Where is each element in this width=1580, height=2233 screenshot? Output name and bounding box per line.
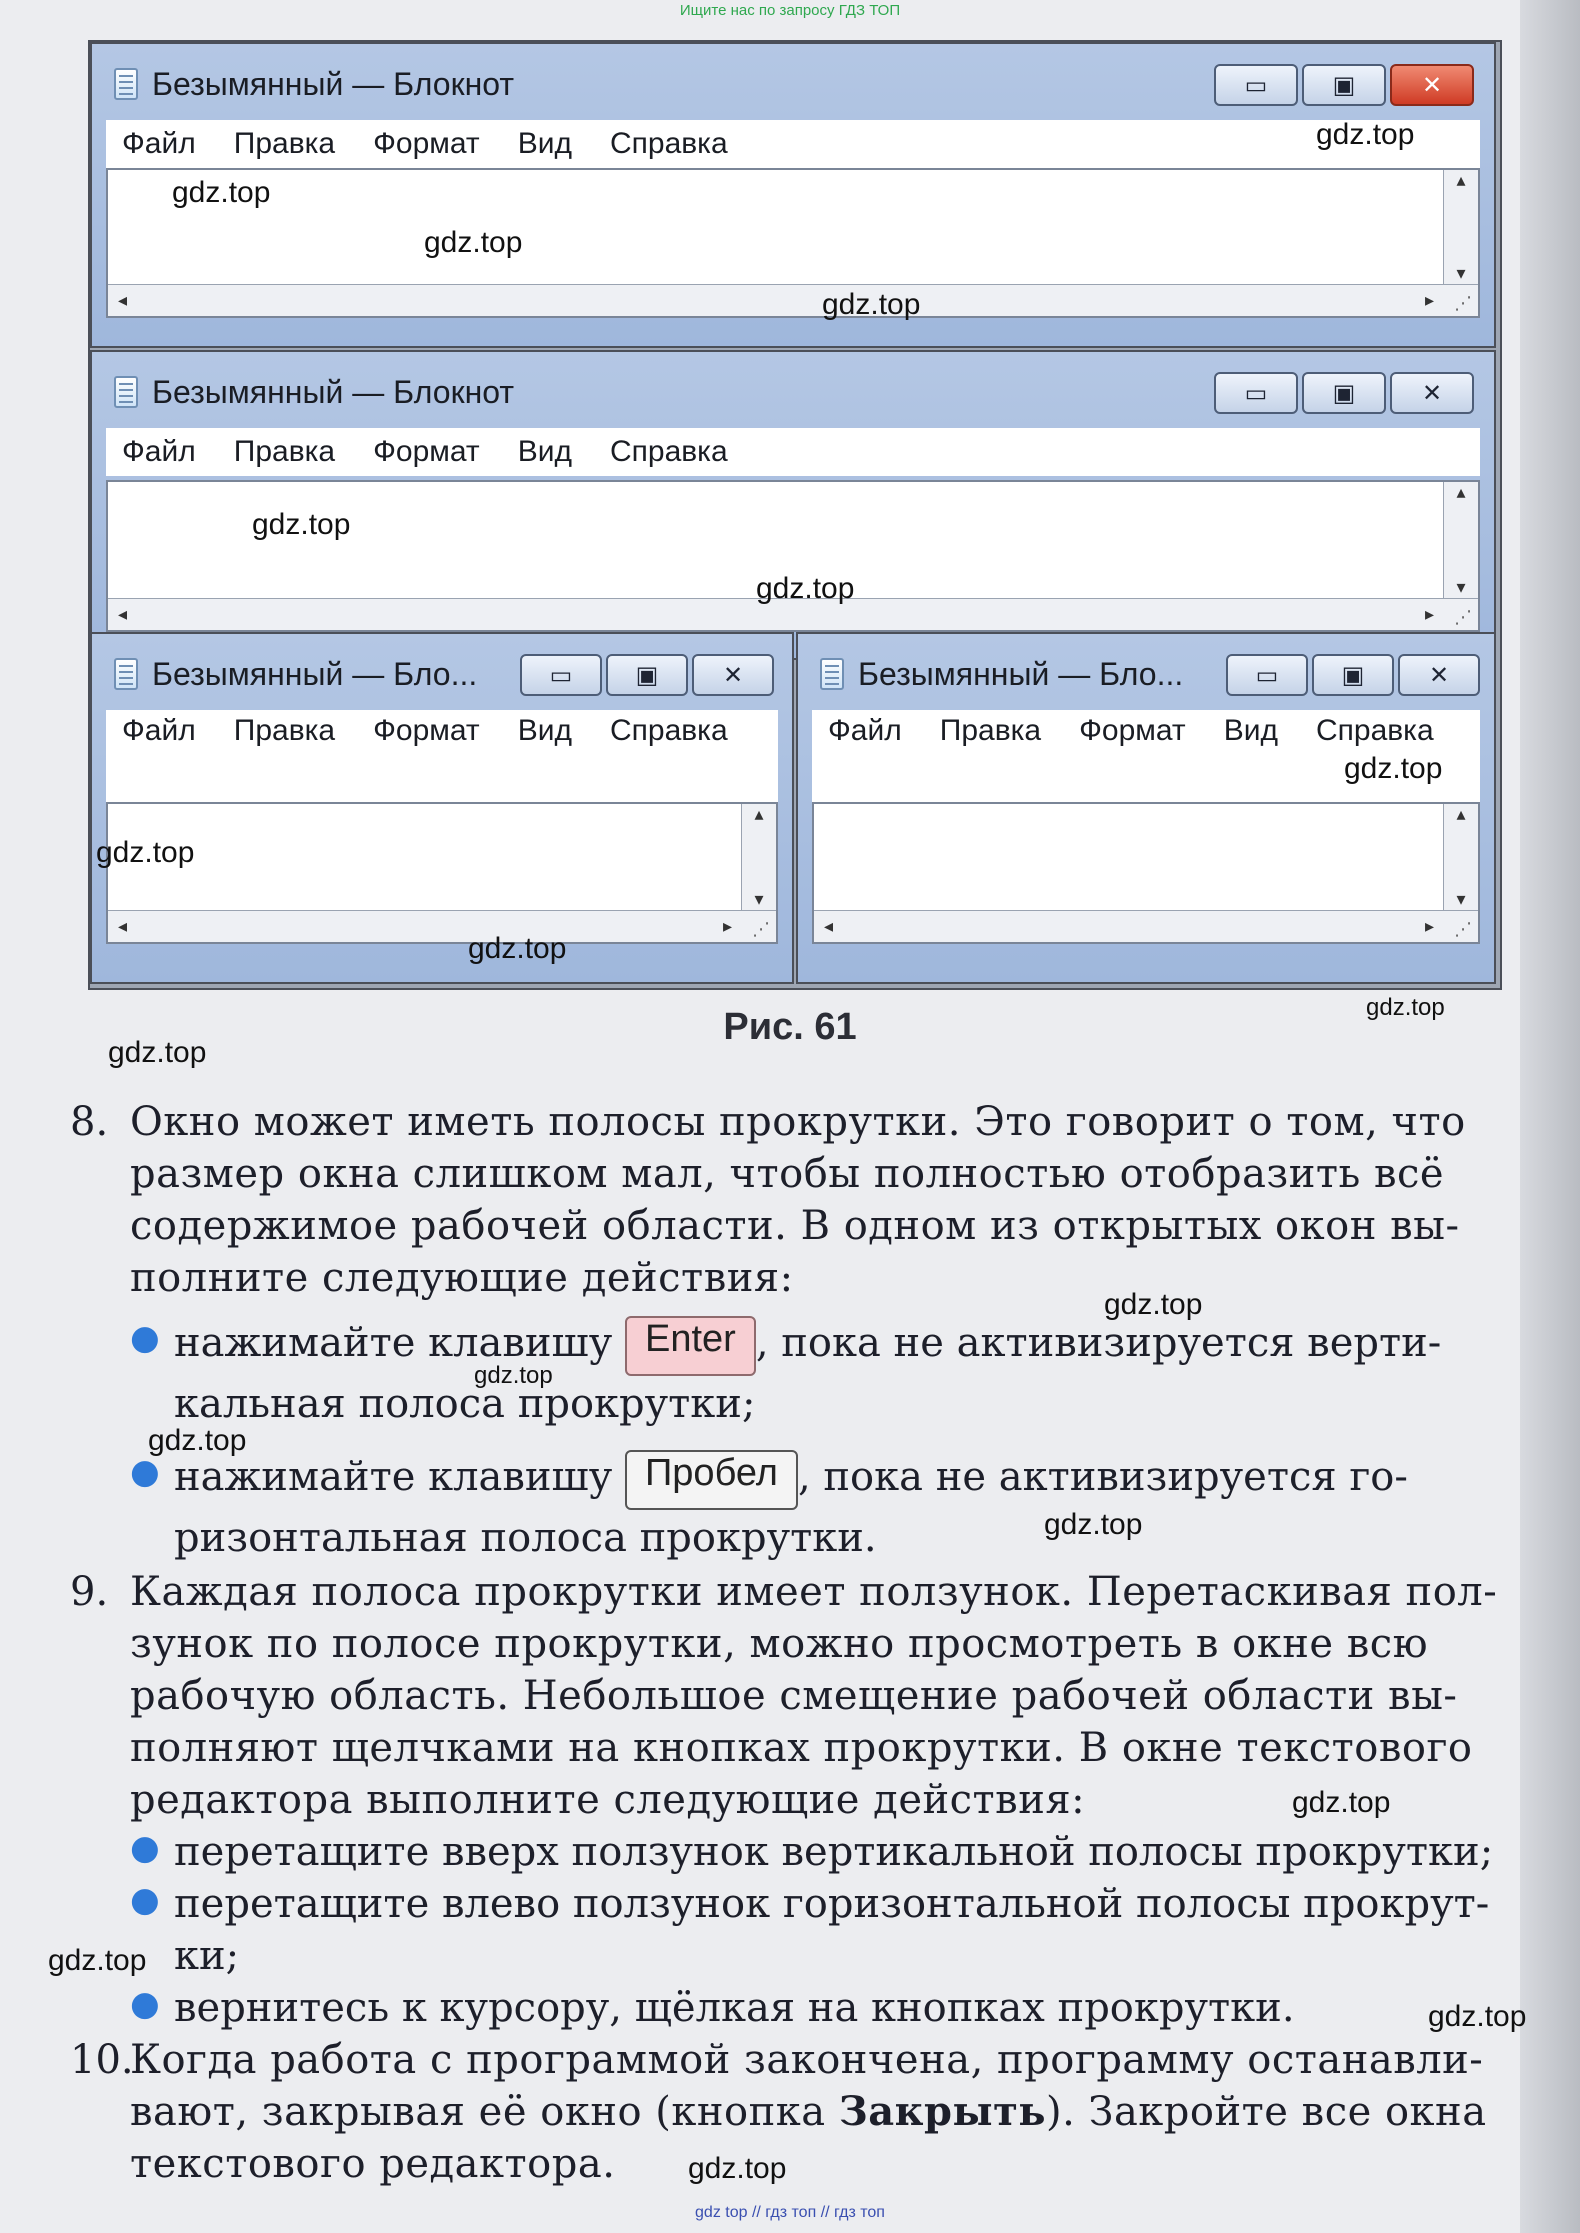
menu-edit[interactable]: Правка <box>233 127 336 160</box>
scroll-down-icon[interactable]: ▾ <box>1456 889 1466 910</box>
menu-file[interactable]: Файл <box>122 435 196 468</box>
header-note: Ищите нас по запросу ГДЗ ТОП <box>679 2 901 19</box>
notepad-window-4 <box>796 632 1496 984</box>
window-title: Безымянный — Блокнот <box>114 64 514 104</box>
scroll-right-icon[interactable]: ▸ <box>1424 290 1434 311</box>
watermark: gdz.top <box>1104 1288 1203 1321</box>
window-controls <box>1214 372 1474 414</box>
scroll-left-icon[interactable]: ◂ <box>824 916 834 937</box>
item-8-text: Окно может иметь полосы прокрутки. Это говорит о том, что размер окна слишком мал, чтобы полностью отобразить всё содержимое рабочей области. В одном из открытых окон вы- полните следующие действия: <box>130 1099 1466 1301</box>
bullet-icon: ● <box>130 1452 160 1492</box>
close-button[interactable]: ✕ <box>1390 64 1474 106</box>
close-button[interactable]: ✕ <box>692 654 774 696</box>
notepad-icon <box>114 658 138 690</box>
menu-view[interactable]: Вид <box>1223 714 1278 747</box>
item-9-bullet-1: перетащите вверх ползунок вертикальной полосы прокрутки; <box>174 1829 1494 1875</box>
watermark: gdz.top <box>252 508 351 541</box>
watermark: gdz.top <box>1316 118 1415 151</box>
menu-format[interactable]: Формат <box>373 435 480 468</box>
notepad-icon <box>114 376 138 408</box>
scroll-down-icon[interactable]: ▾ <box>1456 577 1466 598</box>
vertical-scrollbar[interactable] <box>741 804 776 910</box>
notepad-window-2 <box>90 350 1496 660</box>
maximize-button[interactable]: ▣ <box>1302 64 1386 106</box>
window-controls <box>1226 654 1480 696</box>
menu-view[interactable]: Вид <box>517 435 572 468</box>
scroll-right-icon[interactable]: ▸ <box>1424 916 1434 937</box>
menu-help[interactable]: Справка <box>609 435 728 468</box>
menu-bar <box>106 710 778 804</box>
menu-bar <box>106 428 1480 476</box>
watermark: gdz.top <box>1428 2000 1527 2033</box>
close-button[interactable]: ✕ <box>1398 654 1480 696</box>
text-area[interactable] <box>106 802 778 944</box>
menu-view[interactable]: Вид <box>517 714 572 747</box>
window-title: Безымянный — Блокнот <box>114 372 514 412</box>
menu-bar <box>106 120 1480 168</box>
text-area[interactable] <box>106 168 1480 318</box>
watermark: gdz.top <box>148 1424 247 1457</box>
bullet-icon: ● <box>130 1880 160 1920</box>
vertical-scrollbar[interactable] <box>1443 804 1478 910</box>
maximize-button[interactable]: ▣ <box>1302 372 1386 414</box>
item-10-text: Когда работа с программой закончена, программу останавли- вают, закрывая её окно (кнопка Закрыть). Закройте все окна текстового редактора. <box>130 2037 1487 2187</box>
minimize-button[interactable]: ▭ <box>1214 372 1298 414</box>
item-number: 9. <box>70 1569 109 1615</box>
watermark: gdz.top <box>96 836 195 869</box>
watermark: gdz.top <box>474 1362 553 1389</box>
bullet-icon: ● <box>130 1984 160 2024</box>
menu-edit[interactable]: Правка <box>233 435 336 468</box>
minimize-button[interactable]: ▭ <box>1226 654 1308 696</box>
space-key: Пробел <box>625 1450 798 1510</box>
menu-edit[interactable]: Правка <box>939 714 1042 747</box>
menu-help[interactable]: Справка <box>609 714 728 747</box>
menu-format[interactable]: Формат <box>373 127 480 160</box>
watermark: gdz.top <box>1292 1786 1391 1819</box>
resize-grip-icon[interactable]: ⋰ <box>1454 607 1472 628</box>
resize-grip-icon[interactable]: ⋰ <box>1454 919 1472 940</box>
figure-caption: Рис. 61 <box>723 1006 857 1048</box>
vertical-scrollbar[interactable] <box>1443 170 1478 284</box>
scroll-left-icon[interactable]: ◂ <box>118 290 128 311</box>
menu-format[interactable]: Формат <box>1079 714 1186 747</box>
text-area[interactable] <box>106 480 1480 632</box>
menu-file[interactable]: Файл <box>122 127 196 160</box>
watermark: gdz.top <box>822 288 921 321</box>
item-9-bullet-2-cont: ки; <box>174 1933 240 1979</box>
watermark: gdz.top <box>108 1036 207 1069</box>
menu-view[interactable]: Вид <box>517 127 572 160</box>
notepad-window-3 <box>90 632 794 984</box>
close-button[interactable]: ✕ <box>1390 372 1474 414</box>
minimize-button[interactable]: ▭ <box>520 654 602 696</box>
resize-grip-icon[interactable]: ⋰ <box>1454 293 1472 314</box>
watermark: gdz.top <box>1366 994 1445 1021</box>
vertical-scrollbar[interactable] <box>1443 482 1478 598</box>
notepad-window-1 <box>90 42 1496 348</box>
watermark: gdz.top <box>48 1944 147 1977</box>
watermark: gdz.top <box>1344 752 1443 785</box>
menu-help[interactable]: Справка <box>1315 714 1434 747</box>
scroll-left-icon[interactable]: ◂ <box>118 604 128 625</box>
item-9-text: Каждая полоса прокрутки имеет ползунок. Перетаскивая пол- зунок по полосе прокрутки, можно просмотреть в окне всю рабочую область. Небольшое смещение рабочей области вы- полняют щелчками на кнопках прокрутки. В окне текстового редактора выполните следующие действия: <box>130 1569 1498 1823</box>
menu-file[interactable]: Файл <box>122 714 196 747</box>
scroll-down-icon[interactable]: ▾ <box>754 889 764 910</box>
maximize-button[interactable]: ▣ <box>606 654 688 696</box>
item-9-bullet-3: вернитесь к курсору, щёлкая на кнопках прокрутки. <box>174 1985 1295 2031</box>
text-area[interactable] <box>812 802 1480 944</box>
watermark: gdz.top <box>172 176 271 209</box>
watermark: gdz.top <box>468 932 567 965</box>
scroll-left-icon[interactable]: ◂ <box>118 916 128 937</box>
horizontal-scrollbar[interactable] <box>814 910 1478 942</box>
scroll-up-icon[interactable]: ▴ <box>754 804 764 825</box>
notepad-icon <box>820 658 844 690</box>
item-8-bullet-2-cont: ризонтальная полоса прокрутки. <box>174 1515 877 1561</box>
watermark: gdz.top <box>688 2152 787 2185</box>
maximize-button[interactable]: ▣ <box>1312 654 1394 696</box>
minimize-button[interactable]: ▭ <box>1214 64 1298 106</box>
menu-format[interactable]: Формат <box>373 714 480 747</box>
item-9-bullet-2: перетащите влево ползунок горизонтальной полосы прокрут- <box>174 1881 1490 1927</box>
notepad-icon <box>114 68 138 100</box>
watermark: gdz.top <box>424 226 523 259</box>
horizontal-scrollbar[interactable] <box>108 910 776 942</box>
item-number: 8. <box>70 1099 109 1145</box>
item-8-bullet-1-cont: кальная полоса прокрутки; <box>174 1381 756 1427</box>
scroll-right-icon[interactable]: ▸ <box>722 916 732 937</box>
footer-note: gdz top // гдз топ // гдз топ <box>695 2204 885 2221</box>
menu-help[interactable]: Справка <box>609 127 728 160</box>
window-controls <box>1214 64 1474 106</box>
item-number: 10. <box>70 2037 134 2083</box>
bullet-icon: ● <box>130 1318 160 1358</box>
watermark: gdz.top <box>1044 1508 1143 1541</box>
menu-edit[interactable]: Правка <box>233 714 336 747</box>
menu-file[interactable]: Файл <box>828 714 902 747</box>
scroll-up-icon[interactable]: ▴ <box>1456 482 1466 503</box>
horizontal-scrollbar[interactable] <box>108 284 1478 316</box>
scroll-right-icon[interactable]: ▸ <box>1424 604 1434 625</box>
watermark: gdz.top <box>756 572 855 605</box>
window-title: Безымянный — Бло... <box>820 654 1183 694</box>
window-title: Безымянный — Бло... <box>114 654 477 694</box>
bullet-icon: ● <box>130 1828 160 1868</box>
resize-grip-icon[interactable]: ⋰ <box>752 919 770 940</box>
item-8-bullet-2: нажимайте клавишу Пробел , пока не активизируется го- <box>174 1450 1408 1510</box>
scroll-down-icon[interactable]: ▾ <box>1456 263 1466 284</box>
item-8-bullet-1: нажимайте клавишу Enter , пока не активизируется верти- <box>174 1316 1441 1376</box>
window-controls <box>520 654 774 696</box>
enter-key: Enter <box>625 1316 756 1376</box>
scroll-up-icon[interactable]: ▴ <box>1456 804 1466 825</box>
scroll-up-icon[interactable]: ▴ <box>1456 170 1466 191</box>
